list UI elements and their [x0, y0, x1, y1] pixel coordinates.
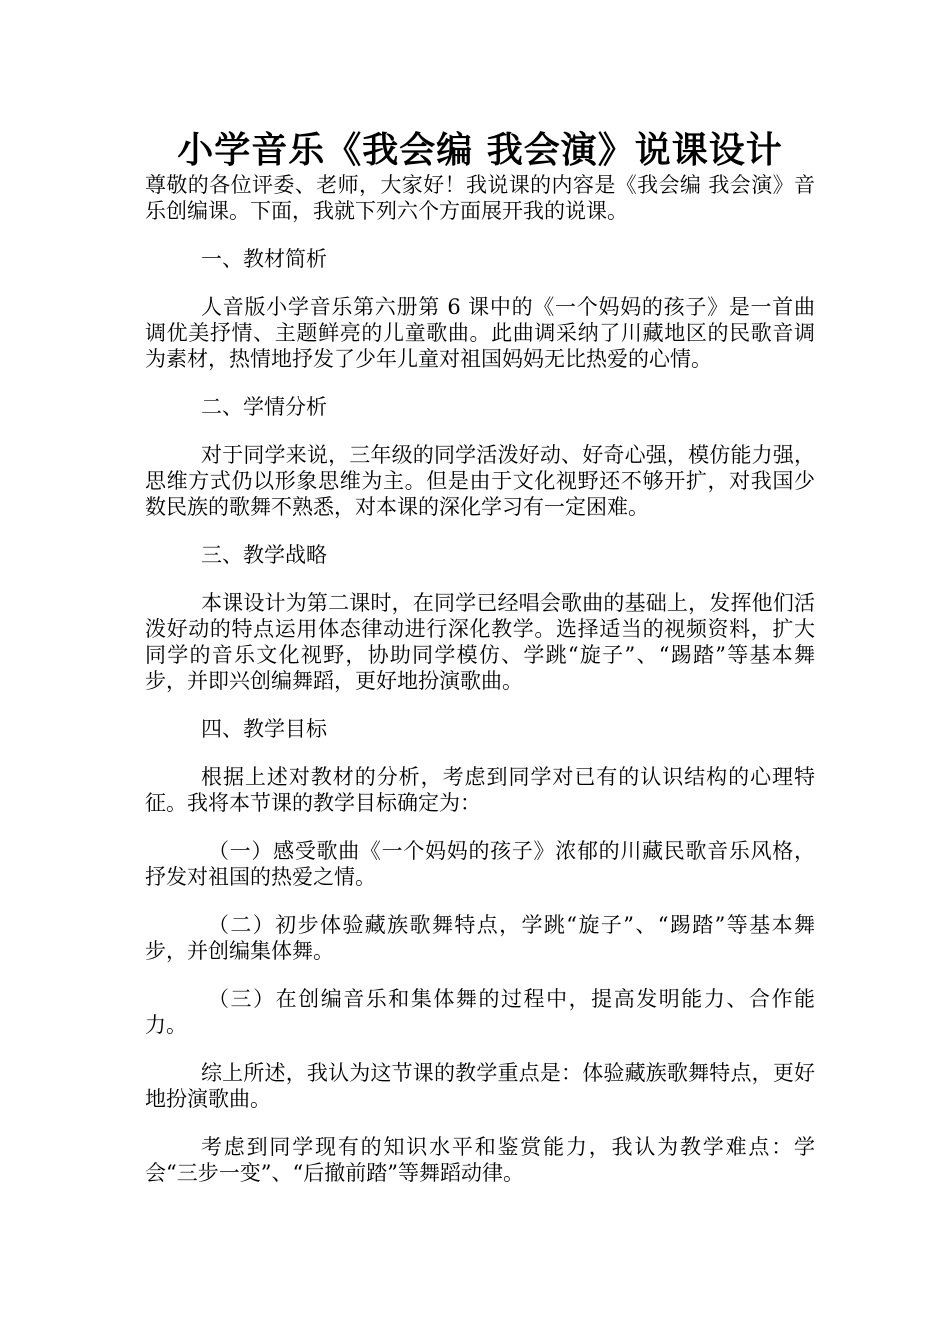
section-heading-textbook: 一、教材简析 [201, 247, 327, 271]
section-body-strategy: 本课设计为第二课时，在同学已经唱会歌曲的基础上，发挥他们活泼好动的特点运用体态律动进行深化教学。选择适当的视频资料，扩大同学的音乐文化视野，协助同学模仿、学跳“旋子”、“踢踏”等基本舞步，并即兴创编舞蹈，更好地扮演歌曲。 [145, 591, 815, 693]
section-heading-students: 二、学情分析 [201, 395, 327, 419]
document-page [145, 128, 815, 1186]
goal-item-1: （一）感受歌曲《一个妈妈的孩子》浓郁的川藏民歌音乐风格，抒发对祖国的热爱之情。 [145, 839, 815, 889]
document-title: 小学音乐《我会编 我会演》说课设计 [177, 129, 783, 171]
section-body-goals: 根据上述对教材的分析，考虑到同学对已有的认识结构的心理特征。我将本节课的教学目标确定为： [145, 765, 815, 815]
difficulty-paragraph: 考虑到同学现有的知识水平和鉴赏能力，我认为教学难点：学会“三步一变”、“后撤前踏”等舞蹈动律。 [145, 1135, 815, 1185]
goal-item-3: （三）在创编音乐和集体舞的过程中，提高发明能力、合作能力。 [145, 987, 815, 1037]
section-body-students: 对于同学来说，三年级的同学活泼好动、好奇心强，模仿能力强，思维方式仍以形象思维为主。但是由于文化视野还不够开扩，对我国少数民族的歌舞不熟悉，对本课的深化学习有一定困难。 [145, 443, 815, 519]
section-heading-strategy: 三、教学战略 [201, 543, 327, 567]
section-body-textbook: 人音版小学音乐第六册第 6 课中的《一个妈妈的孩子》是一首曲调优美抒情、主题鲜亮的儿童歌曲。此曲调采纳了川藏地区的民歌音调为素材，热情地抒发了少年儿童对祖国妈妈无比热爱的心情。 [145, 295, 815, 371]
key-point-paragraph: 综上所述，我认为这节课的教学重点是：体验藏族歌舞特点，更好地扮演歌曲。 [145, 1061, 815, 1111]
intro-paragraph: 尊敬的各位评委、老师，大家好！我说课的内容是《我会编 我会演》音乐创编课。下面，我就下列六个方面展开我的说课。 [145, 173, 815, 223]
goal-item-2: （二）初步体验藏族歌舞特点，学跳“旋子”、“踢踏”等基本舞步，并创编集体舞。 [145, 913, 815, 963]
section-heading-goals: 四、教学目标 [201, 717, 327, 741]
